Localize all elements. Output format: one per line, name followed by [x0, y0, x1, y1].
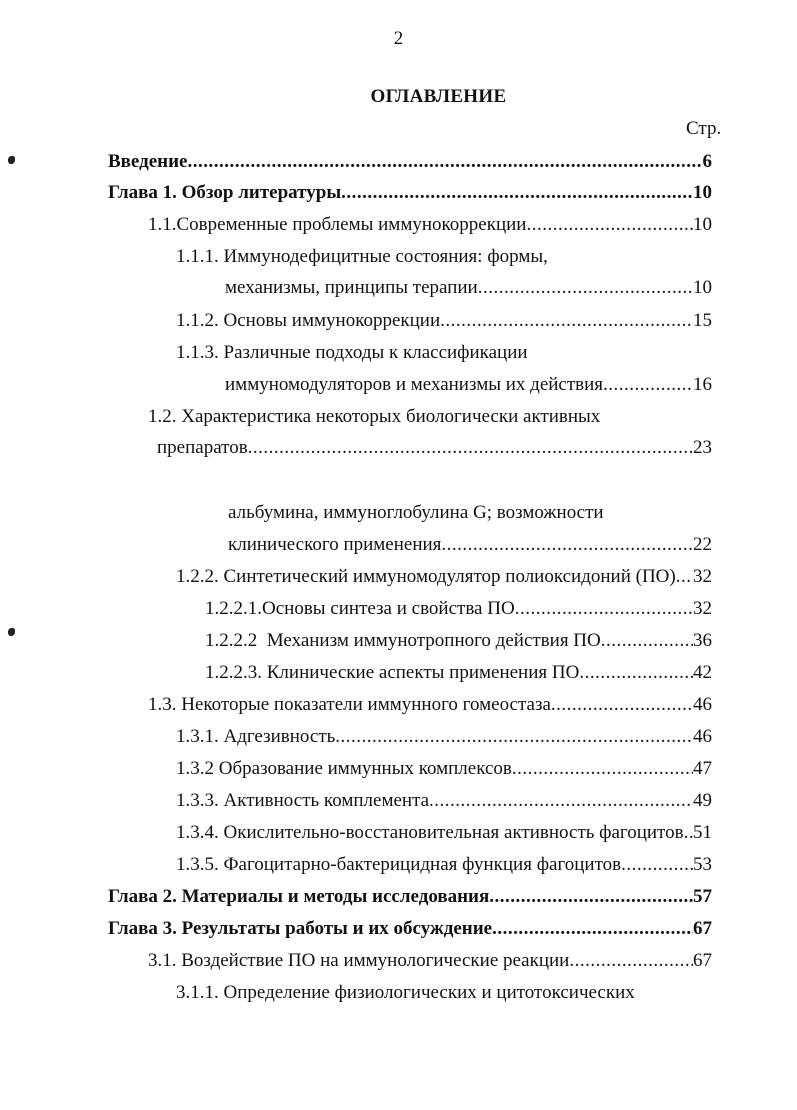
- dot-leader: [492, 916, 693, 942]
- toc-entry: [176, 308, 712, 334]
- toc-entry-text: препаратов: [157, 437, 248, 458]
- dot-leader: [569, 948, 693, 974]
- toc-entry: [205, 596, 712, 622]
- toc-entry-text: 1.3.3. Активность комплемента: [176, 790, 430, 811]
- toc-entry-text: клинического применения: [228, 534, 442, 555]
- dot-leader: [489, 884, 693, 910]
- dot-leader: [621, 852, 693, 878]
- toc-entry-text: 3.1. Воздействие ПО на иммунологические реакции: [148, 950, 570, 971]
- toc-entry-page: 32: [693, 598, 712, 619]
- toc-entry: [176, 820, 712, 846]
- dot-leader: [440, 308, 693, 334]
- dot-leader: [601, 628, 693, 654]
- toc-entry-text: Глава 3. Результаты работы и их обсуждение: [108, 918, 493, 939]
- toc-entry: [148, 948, 712, 974]
- page-number: 2: [393, 28, 404, 49]
- toc-entry: [148, 212, 712, 238]
- dot-leader: [526, 212, 693, 238]
- toc-entry-page: 51: [693, 822, 712, 843]
- dot-leader: [441, 532, 693, 558]
- dot-leader: [248, 435, 693, 461]
- toc-entry: [205, 628, 712, 654]
- toc-entry-text: 1.3.4. Окислительно-восстановительная активность фагоцитов: [176, 822, 684, 843]
- dot-leader: [676, 564, 693, 590]
- toc-entry: [225, 275, 712, 301]
- toc-entry: [157, 435, 712, 461]
- toc-entry: [176, 788, 712, 814]
- toc-entry-page: 42: [693, 662, 712, 683]
- toc-entry-page: 10: [693, 182, 712, 203]
- toc-entry-page: 6: [702, 151, 712, 172]
- toc-entry: [176, 852, 712, 878]
- toc-entry: [148, 692, 712, 718]
- scan-mark: [8, 628, 15, 636]
- toc-entry-text: Глава 1. Обзор литературы: [108, 182, 342, 203]
- dot-leader: [551, 692, 693, 718]
- toc-entry: [108, 916, 712, 942]
- page-column-label: Стр.: [686, 118, 722, 139]
- toc-entry: [176, 564, 712, 590]
- toc-entry-text: 1.1.Современные проблемы иммунокоррекции: [148, 214, 527, 235]
- toc-entry-page: 49: [693, 790, 712, 811]
- toc-entry-page: 47: [693, 758, 712, 779]
- toc-entry: [176, 468, 579, 494]
- toc-entry: [176, 340, 528, 366]
- toc-entry-page: 53: [693, 854, 712, 875]
- dot-leader: [512, 756, 693, 782]
- toc-entry-text: 1.2. Характеристика некоторых биологически активных: [148, 406, 601, 427]
- toc-entry-text: 1.1.3. Различные подходы к классификации: [176, 342, 528, 363]
- toc-entry-text: 1.1.1. Иммунодефицитные состояния: формы,: [176, 246, 548, 267]
- toc-entry-text: 1.2.2.3. Клинические аспекты применения ПО: [205, 662, 580, 683]
- toc-entry: [205, 660, 712, 686]
- toc-entry: [225, 372, 712, 398]
- toc-entry-page: 10: [693, 214, 712, 235]
- toc-entry-text: механизмы, принципы терапии: [225, 277, 478, 298]
- toc-entry: [228, 532, 712, 558]
- toc-entry: [176, 724, 712, 750]
- dot-leader: [188, 149, 703, 175]
- dot-leader: [603, 372, 693, 398]
- toc-entry-text: 1.2.2. Синтетический иммуномодулятор полиоксидоний (ПО): [176, 566, 676, 587]
- toc-entry-page: 67: [693, 950, 712, 971]
- toc-entry-page: 22: [693, 534, 712, 555]
- toc-entry-text: 1.2.2.1.Основы синтеза и свойства ПО: [205, 598, 515, 619]
- toc-entry-page: 16: [693, 374, 712, 395]
- toc-entry: [176, 244, 548, 270]
- toc-entry-text: 1.3. Некоторые показатели иммунного гомеостаза: [148, 694, 551, 715]
- scan-mark: [8, 156, 15, 164]
- toc-entry: [108, 180, 712, 206]
- toc-entry-page: 36: [693, 630, 712, 651]
- dot-leader: [335, 724, 693, 750]
- toc-entry: [228, 500, 604, 526]
- toc-entry-page: 46: [693, 726, 712, 747]
- page-title: ОГЛАВЛЕНИЕ: [370, 86, 507, 107]
- dot-leader: [478, 275, 693, 301]
- toc-entry-page: 10: [693, 277, 712, 298]
- dot-leader: [579, 660, 693, 686]
- toc-entry-text: Глава 2. Материалы и методы исследования: [108, 886, 490, 907]
- toc-entry-text: 1.1.2. Основы иммунокоррекции: [176, 310, 441, 331]
- toc-entry-text: 1.2.2.2 Механизм иммунотропного действия ПО: [205, 630, 601, 651]
- toc-entry: [148, 404, 600, 430]
- toc-entry-page: 23: [693, 437, 712, 458]
- toc-entry-page: 32: [693, 566, 712, 587]
- toc-entry-text: 1.3.2 Образование иммунных комплексов: [176, 758, 512, 779]
- toc-entry: [176, 756, 712, 782]
- dot-leader: [429, 788, 693, 814]
- dot-leader: [341, 180, 693, 206]
- dot-leader: [684, 820, 693, 846]
- toc-entry-text: Введение: [108, 151, 188, 172]
- toc-entry-text: иммуномодуляторов и механизмы их действия: [225, 374, 604, 395]
- toc-entry-text: 1.3.1. Адгезивность: [176, 726, 336, 747]
- toc-entry-page: 67: [693, 918, 712, 939]
- toc-entry: [108, 149, 712, 175]
- toc-entry-page: 15: [693, 310, 712, 331]
- dot-leader: [515, 596, 693, 622]
- toc-entry-page: 57: [693, 886, 712, 907]
- toc-entry: [108, 884, 712, 910]
- toc-entry: [176, 980, 635, 1006]
- toc-entry-text: альбумина, иммуноглобулина G; возможности: [228, 502, 604, 523]
- toc-entry-text: 3.1.1. Определение физиологических и цитотоксических: [176, 982, 635, 1003]
- toc-entry-text: 1.3.5. Фагоцитарно-бактерицидная функция фагоцитов: [176, 854, 622, 875]
- toc-entry-page: 46: [693, 694, 712, 715]
